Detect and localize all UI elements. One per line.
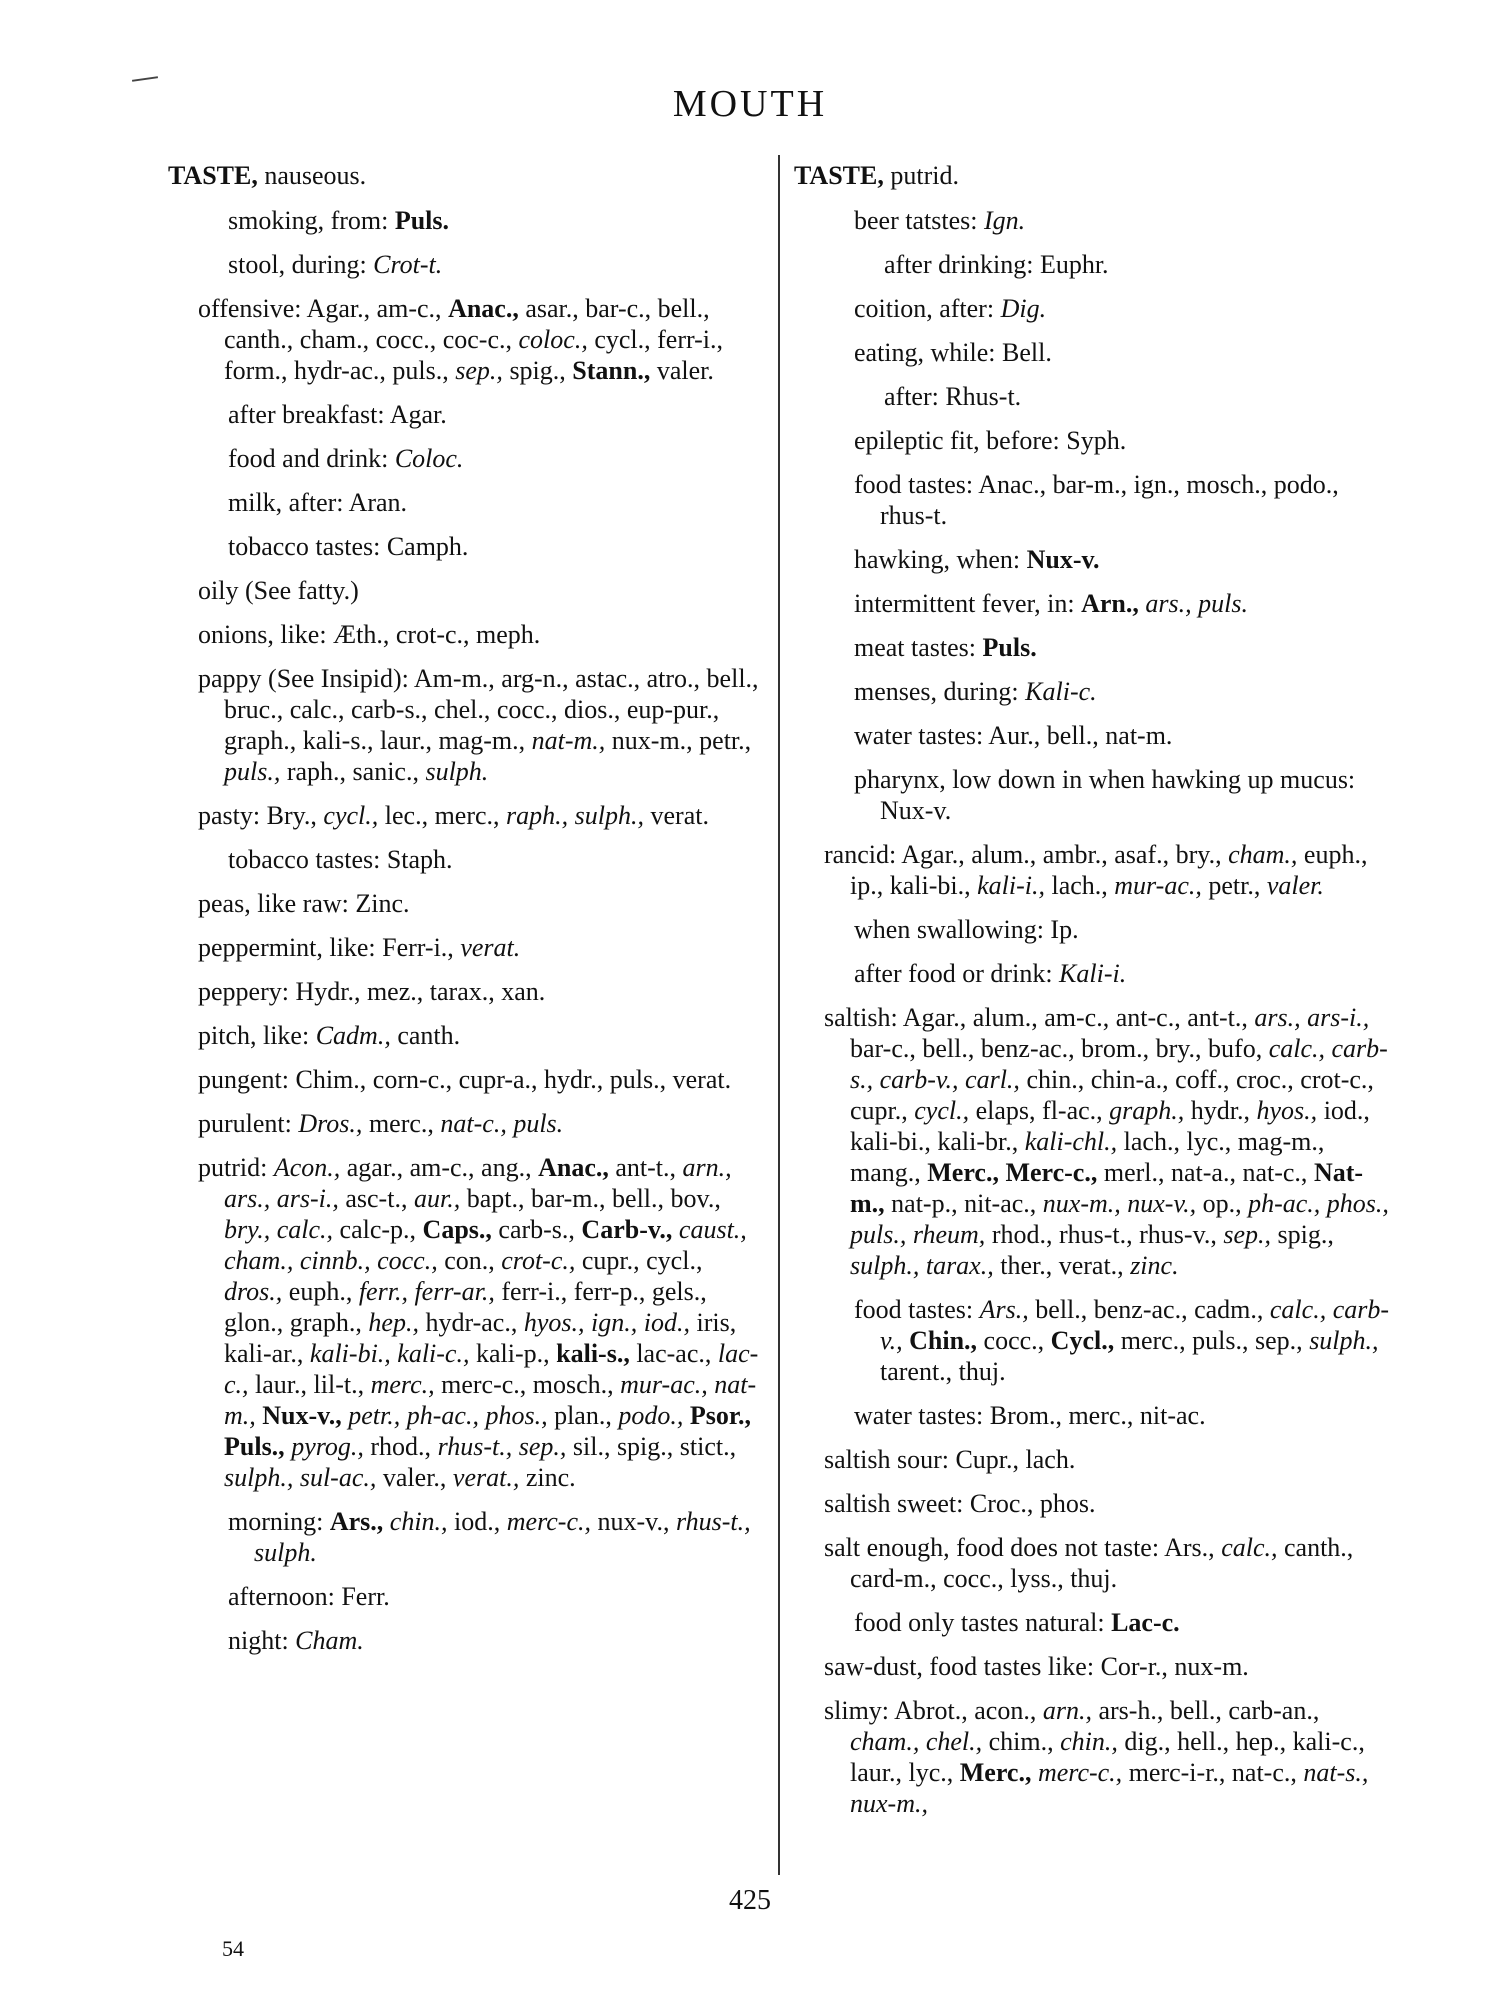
- left-column: [168, 160, 764, 1669]
- rubric-entry: saltish sour: Cupr., lach.: [824, 1445, 1076, 1474]
- rubric-entry: stool, during: Crot-t.: [228, 250, 443, 279]
- rubric-entry: food only tastes natural: Lac-c.: [854, 1608, 1180, 1637]
- rubric-entry: water tastes: Aur., bell., nat-m.: [854, 721, 1173, 750]
- rubric-entry: slimy: Abrot., acon., arn., ars-h., bell., carb-an., cham., chel., chim., chin., dig., hell., hep., kali-c., laur., lyc., Merc., merc-c., merc-i-r., nat-c., nat-s., nux-m.,: [824, 1696, 1369, 1818]
- rubric-entry: oily (See fatty.): [198, 576, 359, 605]
- rubric-entry: night: Cham.: [228, 1626, 364, 1655]
- rubric-entry: pitch, like: Cadm., canth.: [198, 1021, 461, 1050]
- rubric-entry: smoking, from: Puls.: [228, 206, 450, 235]
- column-heading: TASTE, putrid.: [794, 161, 959, 190]
- rubric-entry: pappy (See Insipid): Am-m., arg-n., astac., atro., bell., bruc., calc., carb-s., chel., cocc., dios., eup-pur., graph., kali-s., laur., mag-m., nat-m., nux-m., petr., puls., raph., sanic., sulph.: [198, 664, 759, 786]
- rubric-entry: milk, after: Aran.: [228, 488, 408, 517]
- rubric-entry: putrid: Acon., agar., am-c., ang., Anac., ant-t., arn., ars., ars-i., asc-t., aur., bapt., bar-m., bell., bov., bry., calc., calc-p., Caps., carb-s., Carb-v., caust., cham., cinnb., cocc., con., crot-c., cupr., cycl., dros., euph., ferr., ferr-ar., ferr-i., ferr-p., gels., glon., graph., hep., hydr-ac., hyos., ign., iod., iris, kali-ar., kali-bi., kali-c., kali-p., kali-s., lac-ac., lac-c., laur., lil-t., merc., merc-c., mosch., mur-ac., nat-m., Nux-v., petr., ph-ac., phos., plan., podo., Psor., Puls., pyrog., rhod., rhus-t., sep., sil., spig., stict., sulph., sul-ac., valer., verat., zinc.: [198, 1153, 759, 1492]
- page-number: 425: [729, 1885, 771, 1916]
- rubric-entry: after food or drink: Kali-i.: [854, 959, 1127, 988]
- rubric-entry: after: Rhus-t.: [884, 382, 1022, 411]
- rubric-entry: food tastes: Anac., bar-m., ign., mosch., podo., rhus-t.: [854, 470, 1339, 530]
- column-heading: TASTE, nauseous.: [168, 161, 367, 190]
- rubric-entry: pharynx, low down in when hawking up mucus: Nux-v.: [854, 765, 1356, 825]
- rubric-entry: intermittent fever, in: Arn., ars., puls.: [854, 589, 1248, 618]
- rubric-entry: saltish sweet: Croc., phos.: [824, 1489, 1096, 1518]
- rubric-entry: after drinking: Euphr.: [884, 250, 1109, 279]
- rubric-entry: water tastes: Brom., merc., nit-ac.: [854, 1401, 1206, 1430]
- rubric-entry: pungent: Chim., corn-c., cupr-a., hydr., puls., verat.: [198, 1065, 732, 1094]
- rubric-entry: food tastes: Ars., bell., benz-ac., cadm., calc., carb-v., Chin., cocc., Cycl., merc., puls., sep., sulph., tarent., thuj.: [854, 1295, 1390, 1386]
- rubric-entry: saltish: Agar., alum., am-c., ant-c., ant-t., ars., ars-i., bar-c., bell., benz-ac., brom., bry., bufo, calc., carb-s., carb-v., carl., chin., chin-a., coff., croc., crot-c., cupr., cycl., elaps, fl-ac., graph., hydr., hyos., iod., kali-bi., kali-br., kali-chl., lach., lyc., mag-m., mang., Merc., Merc-c., merl., nat-a., nat-c., Nat-m., nat-p., nit-ac., nux-m., nux-v., op., ph-ac., phos., puls., rheum, rhod., rhus-t., rhus-v., sep., spig., sulph., tarax., ther., verat., zinc.: [824, 1003, 1389, 1280]
- rubric-entry: peppermint, like: Ferr-i., verat.: [198, 933, 521, 962]
- rubric-entry: after breakfast: Agar.: [228, 400, 447, 429]
- rubric-entry: rancid: Agar., alum., ambr., asaf., bry., cham., euph., ip., kali-bi., kali-i., lach., mur-ac., petr., valer.: [824, 840, 1368, 900]
- rubric-entry: menses, during: Kali-c.: [854, 677, 1097, 706]
- rubric-entry: epileptic fit, before: Syph.: [854, 426, 1127, 455]
- signature-mark: 54: [222, 1936, 244, 1961]
- stray-mark: [132, 76, 158, 82]
- rubric-entry: tobacco tastes: Camph.: [228, 532, 469, 561]
- rubric-entry: beer tatstes: Ign.: [854, 206, 1026, 235]
- rubric-entry: pasty: Bry., cycl., lec., merc., raph., sulph., verat.: [198, 801, 709, 830]
- rubric-entry: afternoon: Ferr.: [228, 1582, 390, 1611]
- rubric-entry: offensive: Agar., am-c., Anac., asar., bar-c., bell., canth., cham., cocc., coc-c., coloc., cycl., ferr-i., form., hydr-ac., puls., sep., spig., Stann., valer.: [198, 294, 724, 385]
- right-column: [794, 160, 1394, 1832]
- column-divider: [778, 155, 780, 1875]
- rubric-entry: onions, like: Æth., crot-c., meph.: [198, 620, 541, 649]
- rubric-entry: hawking, when: Nux-v.: [854, 545, 1100, 574]
- rubric-entry: eating, while: Bell.: [854, 338, 1052, 367]
- rubric-entry: peas, like raw: Zinc.: [198, 889, 410, 918]
- rubric-entry: food and drink: Coloc.: [228, 444, 464, 473]
- rubric-entry: coition, after: Dig.: [854, 294, 1047, 323]
- rubric-entry: when swallowing: Ip.: [854, 915, 1079, 944]
- rubric-entry: salt enough, food does not taste: Ars., calc., canth., card-m., cocc., lyss., thuj.: [824, 1533, 1354, 1593]
- rubric-entry: purulent: Dros., merc., nat-c., puls.: [198, 1109, 564, 1138]
- rubric-entry: tobacco tastes: Staph.: [228, 845, 453, 874]
- page-title: MOUTH: [672, 83, 828, 125]
- rubric-entry: peppery: Hydr., mez., tarax., xan.: [198, 977, 546, 1006]
- rubric-entry: saw-dust, food tastes like: Cor-r., nux-m.: [824, 1652, 1249, 1681]
- rubric-entry: meat tastes: Puls.: [854, 633, 1037, 662]
- rubric-entry: morning: Ars., chin., iod., merc-c., nux-v., rhus-t., sulph.: [228, 1507, 751, 1567]
